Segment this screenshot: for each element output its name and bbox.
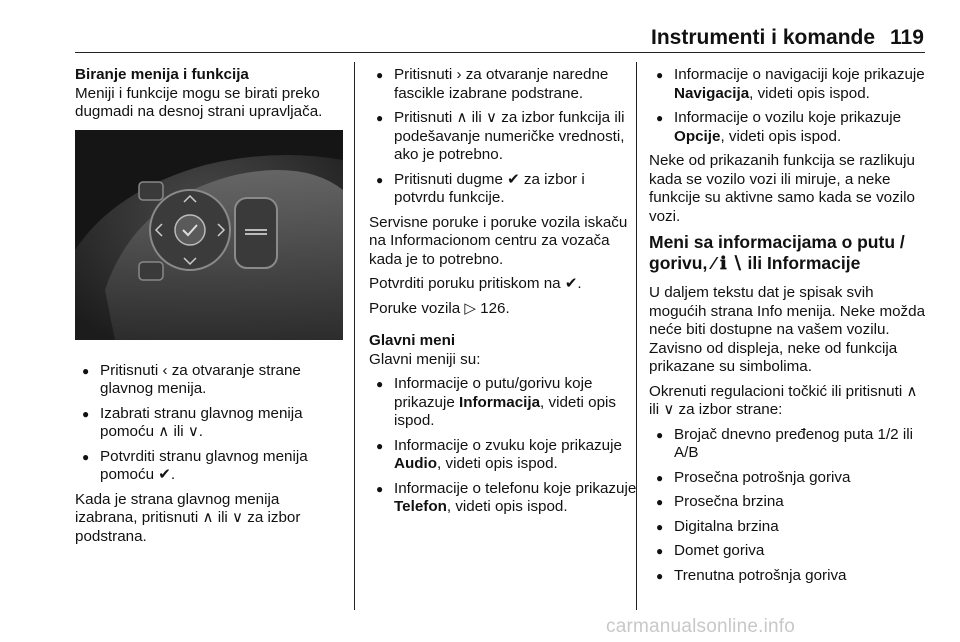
page-number: 119 <box>890 26 924 49</box>
section-heading: Meni sa informacijama o putu / gorivu, ∕ ℹ ∖ ili Informacije <box>649 232 905 273</box>
bullet-item: ● Pritisnuti dugme ✔ za izbor i potvrdu funkcije. <box>369 171 637 208</box>
paragraph: U daljem tekstu dat je spisak svih mogućih strana Info menija. Neke možda neće biti dostupne na vašem vozilu. Zavisno od displeja, neke od funkcija prikazane su simbolima. <box>649 284 926 375</box>
bullet-item: ● Trenutna potrošnja goriva <box>649 567 931 586</box>
bullet-item: ● Informacije o zvuku koje prikazuje Audio, videti opis ispod. <box>369 437 637 474</box>
chevron-up-icon: ∧ <box>906 382 918 400</box>
checkmark-icon: ✔ <box>158 466 171 483</box>
header-rule <box>75 52 925 53</box>
bullet-item: ● Prosečna potrošnja goriva <box>649 469 931 488</box>
bullet-item: ● Brojač dnevno pređenog puta 1/2 ili A/B <box>649 426 931 463</box>
bullet-item: ● Pritisnuti ∧ ili ∨ za izbor funkcija ili podešavanje numeričke vrednosti, ako je potrebno. <box>369 109 637 165</box>
paragraph: Kada je strana glavnog menija izabrana, pritisnuti ∧ ili ∨ za izbor podstrana. <box>75 490 301 545</box>
section-heading: Glavni meni <box>369 332 456 349</box>
chevron-up-icon: ∧ <box>456 109 468 126</box>
paragraph: Potvrditi poruku pritiskom na ✔. <box>369 275 582 292</box>
chevron-up-icon: ∧ <box>202 509 214 526</box>
column-divider-1 <box>354 62 355 610</box>
intro-paragraph: Meniji i funkcije mogu se birati preko dugmadi na desnoj strani upravljača. <box>75 84 323 120</box>
chevron-down-icon: ∨ <box>663 401 675 418</box>
intro-paragraph: Glavni meniji su: <box>369 350 481 368</box>
bullet-item: ● Domet goriva <box>649 542 931 561</box>
bullet-item: ● Informacije o navigaciji koje prikazuje Navigacija, videti opis ispod. <box>649 66 931 103</box>
page-header-title: Instrumenti i komande <box>651 26 876 49</box>
chevron-left-icon: ‹ <box>162 361 168 379</box>
column-2 <box>369 66 637 523</box>
bullet-item: ● Pritisnuti ‹ za otvaranje strane glavnog menija. <box>75 362 343 399</box>
paragraph: Neke od prikazanih funkcija se razlikuju kada se vozilo vozi ili miruje, a neke funkcije su aktivne samo kada se vozilo vozi. <box>649 152 915 225</box>
bullet-item: ● Informacije o vozilu koje prikazuje Opcije, videti opis ispod. <box>649 109 931 146</box>
column-1 <box>75 66 343 552</box>
chevron-down-icon: ∨ <box>187 423 199 440</box>
paragraph: Okrenuti regulacioni točkić ili pritisnuti ∧ ili ∨ za izbor strane: <box>649 382 918 418</box>
chevron-right-icon: › <box>456 66 462 83</box>
column-3 <box>649 66 931 591</box>
bullet-item: ● Digitalna brzina <box>649 518 931 537</box>
chevron-down-icon: ∨ <box>486 109 497 126</box>
bullet-item: ● Prosečna brzina <box>649 493 931 512</box>
bullet-item: ● Pritisnuti › za otvaranje naredne fascikle izabrane podstrane. <box>369 66 637 103</box>
section-heading: Biranje menija i funkcija <box>75 66 249 83</box>
page-reference-icon: ▷ <box>464 299 476 317</box>
chevron-down-icon: ∨ <box>232 509 244 526</box>
chevron-up-icon: ∧ <box>158 423 170 440</box>
bullet-item: ● Potvrditi stranu glavnog menija pomoću ✔. <box>75 448 343 485</box>
checkmark-icon: ✔ <box>564 275 578 292</box>
cross-reference: Poruke vozila ▷ 126. <box>369 299 510 317</box>
steering-wheel-controls-photo <box>75 130 343 340</box>
bullet-item: ● Informacije o putu/gorivu koje prikazuje Informacija, videti opis ispod. <box>369 375 637 431</box>
watermark: carmanualsonline.info <box>606 616 796 637</box>
bullet-item: ● Izabrati stranu glavnog menija pomoću ∧ ili ∨. <box>75 405 343 442</box>
checkmark-icon: ✔ <box>507 170 520 188</box>
bullet-item: ● Informacije o telefonu koje prikazuje Telefon, videti opis ispod. <box>369 480 637 517</box>
paragraph: Servisne poruke i poruke vozila iskaču na Informacionom centru za vozača kada je to potrebno. <box>369 213 628 268</box>
